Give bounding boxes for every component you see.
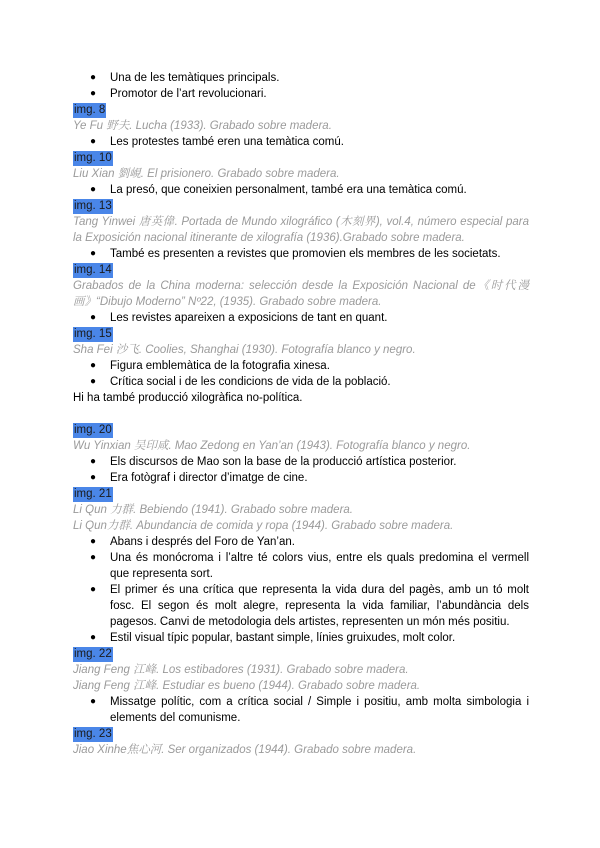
bullet-dot-icon: ● [90,184,97,195]
bullet-item [73,582,529,630]
image-reference-row [73,102,529,118]
bullet-text: La presó, que coneixien personalment, també era una temàtica comú. [110,184,467,196]
bullet-item [73,86,529,102]
image-reference-label: img. 10 [74,152,112,164]
image-reference-row [73,198,529,214]
bullet-dot-icon: ● [90,584,97,595]
image-reference-row [73,422,529,438]
bullet-item [73,694,529,726]
image-caption: Grabados de la China moderna: selección desde la Exposición Nacional de《时代漫画》“Dibujo Moderno” Nº22, (1935). Grabado sobre madera. [73,280,529,308]
image-reference-row [73,486,529,502]
bullet-text: Era fotògraf i director d’imatge de cine. [110,472,308,484]
bullet-text: Crítica social i de les condicions de vida de la població. [110,376,391,388]
bullet-text: Estil visual típic popular, bastant simple, línies gruixudes, molt color. [110,632,456,644]
image-reference-label: img. 22 [74,648,112,660]
bullet-dot-icon: ● [90,472,97,483]
bullet-dot-icon: ● [90,376,97,387]
bullet-text: Les protestes també eren una temàtica comú. [110,136,344,148]
bullet-item [73,358,529,374]
bullet-text: Figura emblemàtica de la fotografia xinesa. [110,360,330,372]
image-caption: Li Qun力群. Abundancia de comida y ropa (1944). Grabado sobre madera. [73,520,454,532]
bullet-item [73,470,529,486]
bullet-dot-icon: ● [90,552,97,563]
image-caption: Tang Yinwei 唐英偉. Portada de Mundo xilográfico (木刻界), vol.4, número especial para la Exposición nacional itinerante de xilografía (1936).Grabado sobre madera. [73,216,529,244]
bullet-text: Una de les temàtiques principals. [110,72,280,84]
bullet-dot-icon: ● [90,360,97,371]
image-caption: Ye Fu 野夫. Lucha (1933). Grabado sobre madera. [73,120,332,132]
blank-line [73,406,529,422]
bullet-dot-icon: ● [90,456,97,467]
bullet-item [73,454,529,470]
image-reference-row [73,150,529,166]
image-reference-label: img. 13 [74,200,112,212]
bullet-text: Una és monócroma i l’altre té colors vius, entre els quals predomina el vermell que representa sort. [110,552,529,580]
bullet-item [73,630,529,646]
bullet-dot-icon: ● [90,632,97,643]
bullet-item [73,534,529,550]
bullet-dot-icon: ● [90,536,97,547]
image-reference-row [73,262,529,278]
bullet-text: Les revistes apareixen a exposicions de tant en quant. [110,312,388,324]
bullet-item [73,310,529,326]
bullet-item [73,70,529,86]
bullet-dot-icon: ● [90,136,97,147]
bullet-text: Missatge polític, com a crítica social / Simple i positiu, amb molta simbologia i elements del comunisme. [110,696,529,724]
document-body [73,70,529,758]
bullet-dot-icon: ● [90,248,97,259]
bullet-text: També es presenten a revistes que promovien els membres de les societats. [110,248,501,260]
image-reference-label: img. 20 [74,424,112,436]
image-caption: Wu Yinxian 吴印咸. Mao Zedong en Yan’an (1943). Fotografía blanco y negro. [73,440,471,452]
image-reference-label: img. 23 [74,728,112,740]
bullet-text: Abans i després del Foro de Yan’an. [110,536,295,548]
bullet-item [73,182,529,198]
bullet-item [73,374,529,390]
bullet-dot-icon: ● [90,72,97,83]
bullet-text: El primer és una crítica que representa la vida dura del pagès, amb un tó molt fosc. El segon és molt alegre, representa la vida familiar, l’abundància dels pagesos. Canvi de metodologia dels artistes, representen un món més positiu. [110,584,529,628]
bullet-item [73,134,529,150]
paragraph: Hi ha també producció xilogràfica no-política. [73,392,303,404]
image-caption: Sha Fei 沙飞. Coolies, Shanghai (1930). Fotografía blanco y negro. [73,344,416,356]
image-reference-row [73,326,529,342]
image-reference-label: img. 21 [74,488,112,500]
bullet-dot-icon: ● [90,312,97,323]
image-reference-row [73,726,529,742]
bullet-text: Promotor de l’art revolucionari. [110,88,267,100]
image-reference-label: img. 8 [74,104,106,116]
image-caption: Jiao Xinhe焦心河. Ser organizados (1944). Grabado sobre madera. [73,744,417,756]
bullet-dot-icon: ● [90,88,97,99]
bullet-dot-icon: ● [90,696,97,707]
image-reference-label: img. 14 [74,264,112,276]
bullet-item [73,246,529,262]
bullet-text: Els discursos de Mao son la base de la producció artística posterior. [110,456,457,468]
image-caption: Jiang Feng 江峰. Estudiar es bueno (1944). Grabado sobre madera. [73,680,421,692]
image-caption: Li Qun 力群. Bebiendo (1941). Grabado sobre madera. [73,504,353,516]
image-caption: Liu Xian 劉峴. El prisionero. Grabado sobre madera. [73,168,340,180]
image-reference-row [73,646,529,662]
image-caption: Jiang Feng 江峰. Los estibadores (1931). Grabado sobre madera. [73,664,409,676]
bullet-item [73,550,529,582]
image-reference-label: img. 15 [74,328,112,340]
